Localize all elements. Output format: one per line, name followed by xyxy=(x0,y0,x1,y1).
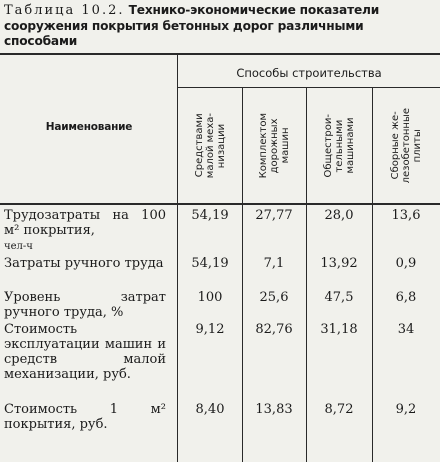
row-name-1-unit: чел-ч xyxy=(4,241,33,252)
row5-col4-value: 9,2 xyxy=(395,402,417,417)
row-name-4: Стоимость эксплуатации машин и средств малой механизации, руб. xyxy=(4,322,166,382)
top-rule xyxy=(0,53,440,55)
column-header-2 xyxy=(243,90,306,202)
group-rule xyxy=(178,87,440,88)
row2-col3-value: 13,92 xyxy=(320,256,358,271)
row3-col4-value: 6,8 xyxy=(395,290,417,305)
row2-col4-value: 0,9 xyxy=(395,256,417,271)
table-caption xyxy=(4,3,434,50)
column-header-1 xyxy=(178,90,242,202)
row4-col1-value: 9,12 xyxy=(195,322,225,337)
row1-col1-value: 54,19 xyxy=(191,208,229,223)
row1-col2-value: 27,77 xyxy=(255,208,293,223)
row4-col3-value: 31,18 xyxy=(320,322,358,337)
column-header-3-text: Общестрои- тельными машинами xyxy=(323,114,356,178)
row2-col2-value: 7,1 xyxy=(263,256,285,271)
row1-col4-value: 13,6 xyxy=(391,208,421,223)
table-number: Таблица 10.2. xyxy=(4,3,125,18)
row3-col2-value: 25,6 xyxy=(259,290,289,305)
row5-col1-value: 8,40 xyxy=(195,402,225,417)
header-bottom-rule xyxy=(0,203,440,205)
column-header-1-text: Средствами малой меха- низации xyxy=(193,113,227,179)
row4-col4-value: 34 xyxy=(397,322,415,337)
row3-col3-value: 47,5 xyxy=(324,290,354,305)
row-name-3: Уровень затрат ручного труда, % xyxy=(4,290,166,320)
row-name-5: Стоимость 1 м² покрытия, руб. xyxy=(4,402,166,432)
header-name-label: Наименование xyxy=(45,121,133,133)
table-title: Технико-экономические показатели сооружения покрытия бетонных дорог различными способами xyxy=(4,3,380,48)
row-name-2: Затраты ручного труда xyxy=(4,256,164,271)
row2-col1-value: 54,19 xyxy=(191,256,229,271)
column-header-3 xyxy=(307,90,372,202)
column-header-4-text: Сборные же- лезобетонные плиты xyxy=(390,108,423,184)
column-header-2-text: Комплектом дорожных машин xyxy=(258,113,291,179)
row-name-1 xyxy=(4,208,166,254)
row5-col3-value: 8,72 xyxy=(324,402,354,417)
row5-col2-value: 13,83 xyxy=(255,402,293,417)
column-header-4 xyxy=(373,90,440,202)
row4-col2-value: 82,76 xyxy=(255,322,293,337)
row3-col1-value: 100 xyxy=(197,290,223,305)
row1-col3-value: 28,0 xyxy=(324,208,354,223)
row-name-1-main: Трудозатраты на 100 м² покрытия, xyxy=(4,208,166,238)
header-group-label: Способы строительства xyxy=(236,66,382,80)
